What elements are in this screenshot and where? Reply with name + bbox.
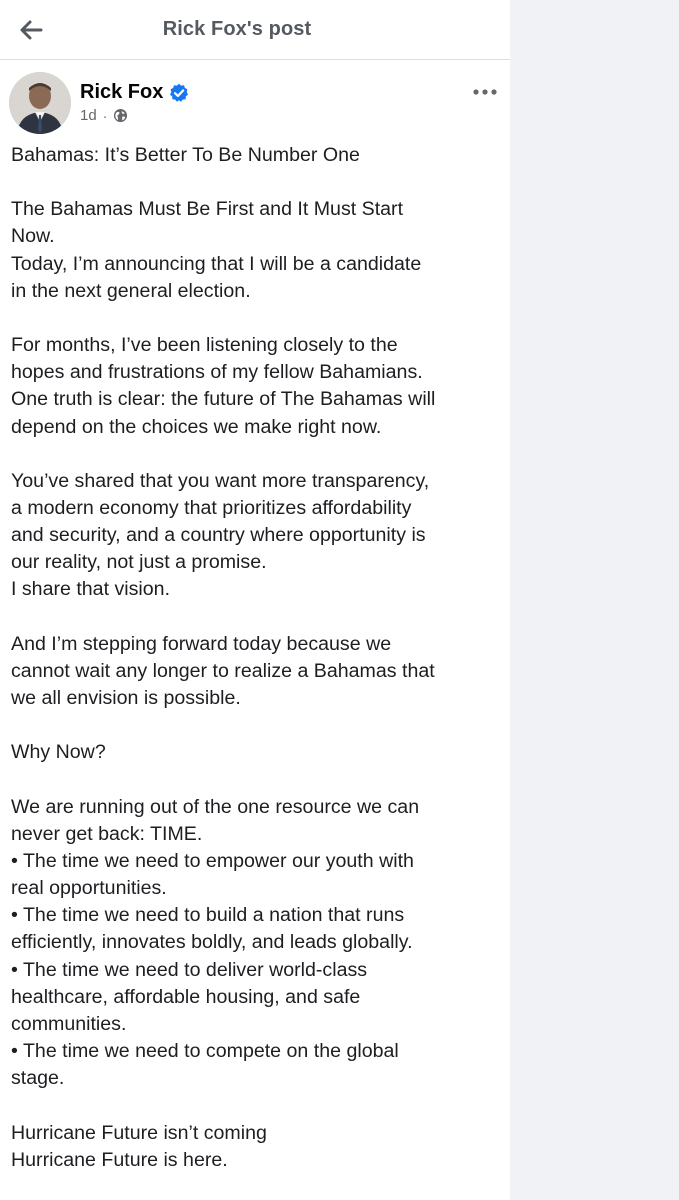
post-text-line: cannot wait any longer to realize a Bahamas that [11, 659, 435, 682]
post-paragraph [11, 1120, 491, 1174]
post-text-line: Today, I’m announcing that I will be a candidate [11, 252, 422, 275]
post-text-line: and security, and a country where opportunity is [11, 524, 426, 547]
post-text-line: we all envision is possible. [11, 687, 241, 710]
post-text-line: efficiently, innovates boldly, and leads globally. [11, 931, 413, 954]
post-text-line: One truth is clear: the future of The Bahamas will [11, 388, 436, 411]
post-text-line: Bahamas: It’s Better To Be Number One [11, 144, 360, 166]
post-text-line: real opportunities. [11, 877, 167, 900]
post-text-line: Hurricane Future is here. [11, 1148, 228, 1171]
post-text-line: • The time we need to empower our youth with [11, 849, 414, 872]
post-text-line: communities. [11, 1012, 127, 1035]
post-time[interactable]: 1d [80, 107, 97, 124]
verified-badge-icon [169, 83, 189, 103]
author-row [80, 81, 189, 104]
post-text-line: healthcare, affordable housing, and safe [11, 985, 361, 1008]
post-paragraph [11, 794, 491, 1093]
post-text-line: Now. [11, 225, 55, 248]
post-text [11, 142, 491, 1200]
meta-separator: · [102, 107, 108, 124]
post-text-line: Hurricane Future isn’t coming [11, 1121, 267, 1144]
avatar-photo-icon [9, 72, 71, 134]
post-text-line: Why Now? [11, 741, 106, 764]
more-dots-icon [473, 89, 497, 95]
post-text-line: our reality, not just a promise. [11, 551, 267, 574]
post-text-line: We are running out of the one resource we can [11, 795, 420, 818]
post-text-line: For months, I’ve been listening closely to the [11, 334, 398, 357]
avatar[interactable] [9, 72, 71, 134]
post-paragraph [11, 631, 491, 712]
post-text-line: And I’m stepping forward today because we [11, 632, 392, 655]
post-text-line: hopes and frustrations of my fellow Bahamians. [11, 361, 423, 384]
post-paragraph [11, 332, 491, 441]
post-text-line: The Bahamas Must Be First and It Must Start [11, 198, 404, 221]
more-options-button[interactable] [470, 80, 500, 104]
post-paragraph [11, 739, 491, 766]
post-text-line: • The time we need to deliver world-class [11, 958, 368, 981]
post-text-line: • The time we need to compete on the global [11, 1040, 399, 1063]
post-text-line: I share that vision. [11, 578, 171, 601]
post-paragraph [11, 142, 491, 169]
post-text-line: never get back: TIME. [11, 822, 203, 845]
post-text-line: depend on the choices we make right now. [11, 415, 382, 438]
post-text-line: You’ve shared that you want more transparency, [11, 469, 430, 492]
post-header [0, 60, 510, 140]
post-text-line: stage. [11, 1067, 65, 1090]
author-name[interactable]: Rick Fox [80, 81, 164, 103]
post-meta [80, 107, 128, 124]
globe-icon [113, 108, 128, 123]
post-paragraph [11, 468, 491, 604]
post-text-line: a modern economy that prioritizes affordability [11, 496, 412, 519]
post-text-line: • The time we need to build a nation that runs [11, 904, 405, 927]
post-paragraph [11, 196, 491, 305]
post-text-line: in the next general election. [11, 279, 251, 302]
page-title: Rick Fox's post [162, 18, 312, 40]
top-bar [0, 0, 510, 60]
